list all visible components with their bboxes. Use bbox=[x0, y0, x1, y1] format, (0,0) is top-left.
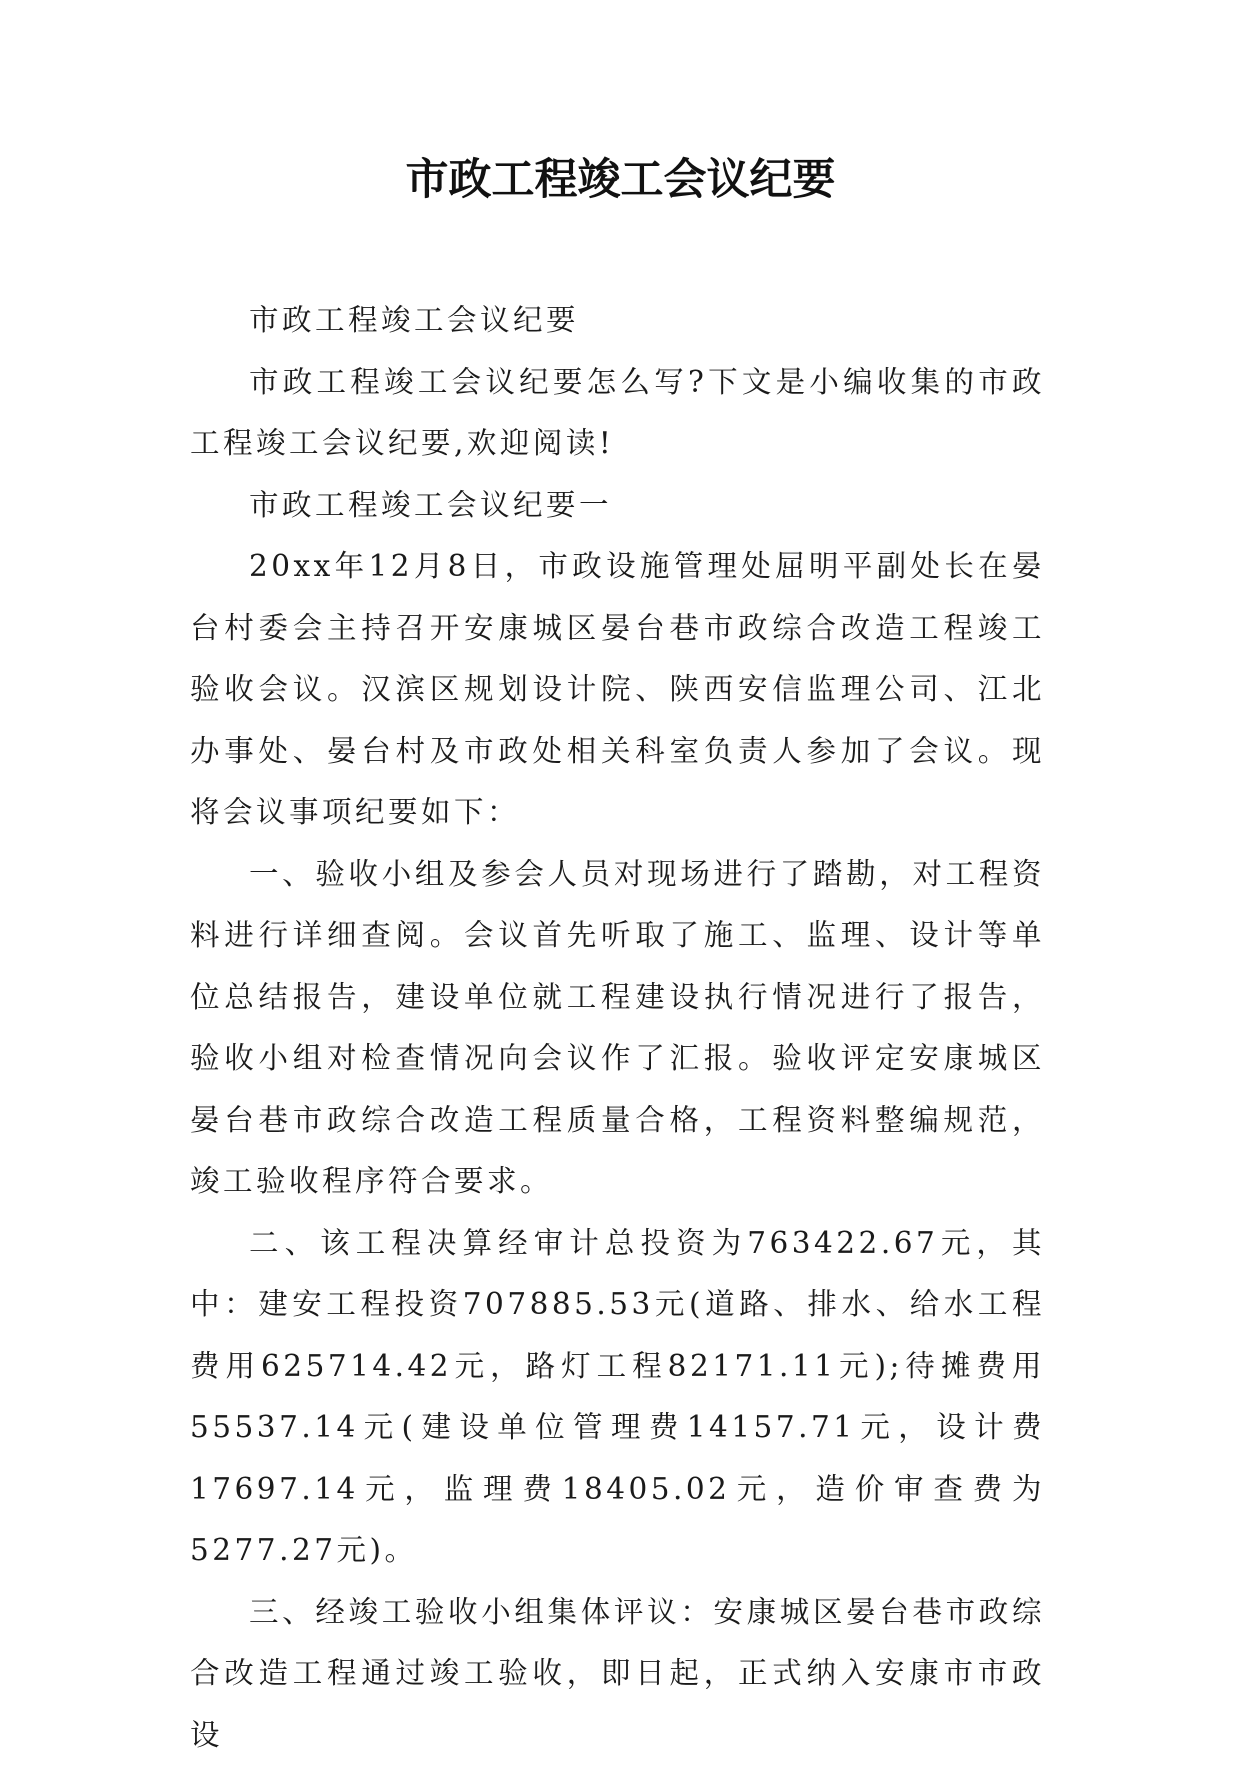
paragraph-heading: 市政工程竣工会议纪要 bbox=[190, 290, 1045, 352]
paragraph-intro: 市政工程竣工会议纪要怎么写?下文是小编收集的市政工程竣工会议纪要,欢迎阅读! bbox=[190, 352, 1045, 475]
paragraph-item-3: 三、经竣工验收小组集体评议：安康城区晏台巷市政综合改造工程通过竣工验收，即日起，正式纳入安康市市政设 bbox=[190, 1582, 1045, 1766]
document-title: 市政工程竣工会议纪要 bbox=[0, 150, 1241, 210]
document-body bbox=[190, 290, 1045, 1766]
paragraph-item-2: 二、该工程决算经审计总投资为763422.67元，其中：建安工程投资707885.53元(道路、排水、给水工程费用625714.42元，路灯工程82171.11元);待摊费用55537.14元(建设单位管理费14157.71元，设计费17697.14元，监理费18405.02元，造价审查费为5277.27元)。 bbox=[190, 1213, 1045, 1582]
paragraph-section-title: 市政工程竣工会议纪要一 bbox=[190, 475, 1045, 537]
paragraph-item-1: 一、验收小组及参会人员对现场进行了踏勘，对工程资料进行详细查阅。会议首先听取了施工、监理、设计等单位总结报告，建设单位就工程建设执行情况进行了报告，验收小组对检查情况向会议作了汇报。验收评定安康城区晏台巷市政综合改造工程质量合格，工程资料整编规范，竣工验收程序符合要求。 bbox=[190, 844, 1045, 1213]
paragraph-meeting-info: 20xx年12月8日，市政设施管理处屈明平副处长在晏台村委会主持召开安康城区晏台巷市政综合改造工程竣工验收会议。汉滨区规划设计院、陕西安信监理公司、江北办事处、晏台村及市政处相关科室负责人参加了会议。现将会议事项纪要如下： bbox=[190, 536, 1045, 844]
